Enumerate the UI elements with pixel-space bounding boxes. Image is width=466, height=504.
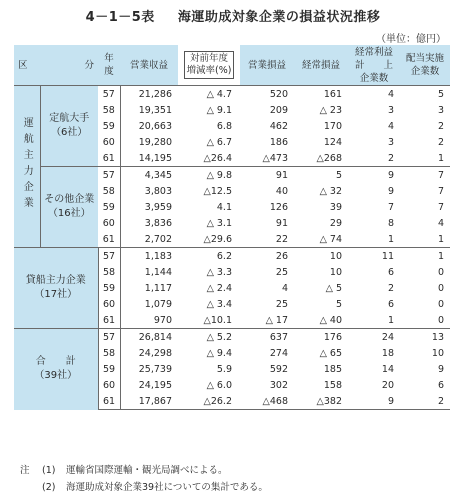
cell-ordinary-profit: △ 65 [319, 347, 342, 359]
cell-year: 59 [98, 118, 120, 134]
cell-revenue: 19,351 [138, 104, 172, 116]
footnotes [20, 462, 268, 496]
cell-growth-rate: 5.9 [216, 363, 232, 375]
cell-dividend-firms: 13 [400, 329, 450, 346]
label: その他企業 [44, 194, 95, 205]
cell-operating-profit: 26 [240, 248, 294, 265]
cell-ordinary-profit: △382 [294, 393, 348, 410]
cell-ordinary-profit: △ 5 [325, 282, 342, 294]
header-operating-profit: 営業損益 [240, 45, 294, 86]
cell-year: 57 [98, 86, 120, 103]
cell-dividend-firms: 0 [437, 314, 444, 326]
cell-dividend-firms: 0 [437, 266, 444, 278]
label: （39社） [34, 370, 78, 382]
cell-dividend-firms: 1 [400, 248, 450, 265]
cell-year: 61 [98, 393, 120, 410]
cell-profit-firms: 9 [348, 167, 400, 184]
cell-ordinary-profit: 158 [323, 379, 342, 391]
cell-operating-profit: 25 [275, 298, 288, 310]
cell-revenue: 26,814 [120, 329, 178, 346]
cell-ordinary-profit: 10 [329, 266, 342, 278]
cell-growth-rate: △ 6.7 [206, 136, 232, 148]
header-ordinary-firms [348, 45, 400, 86]
label: 海運助成対象企業39社についての集計である。 [66, 482, 268, 493]
cell-growth-rate: △26.2 [178, 393, 240, 410]
cell-profit-firms: 7 [387, 201, 394, 213]
cell-profit-firms: 3 [387, 136, 394, 148]
cell-growth-rate: △ 5.2 [178, 329, 240, 346]
cell-ordinary-profit: 39 [329, 201, 342, 213]
cell-revenue: 3,959 [144, 201, 172, 213]
cell-dividend-firms: 2 [437, 120, 444, 132]
cell-year: 58 [98, 183, 120, 199]
cell-growth-rate: 6.2 [178, 248, 240, 265]
cell-revenue: 24,195 [138, 379, 172, 391]
cell-operating-profit: 637 [240, 329, 294, 346]
cell-ordinary-profit: 5 [294, 167, 348, 184]
cell-year: 59 [98, 361, 120, 377]
cell-revenue: 4,345 [120, 167, 178, 184]
subgroup-liner-other [40, 167, 98, 248]
cell-profit-firms: 2 [387, 152, 394, 164]
header-category [14, 45, 98, 86]
cell-year: 59 [98, 199, 120, 215]
cell-profit-firms: 24 [348, 329, 400, 346]
cell-year: 60 [98, 296, 120, 312]
cell-operating-profit: 520 [240, 86, 294, 103]
cell-revenue: 1,183 [120, 248, 178, 265]
label: 年 [104, 53, 114, 64]
cell-profit-firms: 4 [348, 86, 400, 103]
cell-operating-profit: 25 [275, 266, 288, 278]
cell-year: 59 [98, 280, 120, 296]
cell-dividend-firms: 2 [437, 136, 444, 148]
cell-profit-firms: 1 [387, 233, 394, 245]
cell-operating-profit: 4 [281, 282, 288, 294]
cell-operating-profit: 40 [275, 185, 288, 197]
table-number: 4－1－5表 [85, 10, 155, 25]
cell-growth-rate: △ 9.1 [206, 104, 232, 116]
cell-ordinary-profit: 170 [323, 120, 342, 132]
unit-label: （単位：億円） [376, 34, 446, 45]
cell-dividend-firms: 7 [437, 201, 444, 213]
cell-operating-profit: 274 [269, 347, 288, 359]
cell-dividend-firms: 7 [400, 167, 450, 184]
cell-ordinary-profit: 29 [329, 217, 342, 229]
cell-year: 61 [98, 150, 120, 167]
footnote-1 [20, 462, 268, 479]
cell-dividend-firms: 6 [437, 379, 444, 391]
cell-growth-rate: △ 3.4 [206, 298, 232, 310]
cell-growth-rate: △ 2.4 [206, 282, 232, 294]
label: 計 上 [354, 59, 393, 71]
cell-ordinary-profit: 5 [335, 298, 342, 310]
cell-ordinary-profit: △ 23 [319, 104, 342, 116]
table-row [14, 86, 450, 103]
cell-growth-rate: △ 9.8 [178, 167, 240, 184]
cell-operating-profit: 302 [269, 379, 288, 391]
label: 対前年度 [189, 53, 228, 64]
cell-dividend-firms: 9 [437, 363, 444, 375]
table-row [14, 329, 450, 346]
cell-revenue: 1,117 [144, 282, 172, 294]
table-title-text: 海運助成対象企業の損益状況推移 [177, 10, 381, 25]
cell-year: 57 [98, 329, 120, 346]
profit-loss-table [14, 45, 450, 410]
cell-revenue: 1,144 [144, 266, 172, 278]
cell-revenue: 1,079 [144, 298, 172, 310]
label: 企業数 [359, 72, 389, 84]
label: 区 [18, 59, 28, 71]
cell-growth-rate: △26.4 [203, 152, 232, 164]
cell-year: 57 [98, 167, 120, 184]
label: 合 計 [35, 356, 76, 368]
cell-year: 61 [98, 312, 120, 329]
cell-growth-rate: △10.1 [203, 314, 232, 326]
cell-profit-firms: 6 [387, 266, 394, 278]
cell-profit-firms: 9 [387, 185, 394, 197]
cell-dividend-firms: 7 [437, 185, 444, 197]
header-year [98, 45, 120, 86]
cell-ordinary-profit: 124 [323, 136, 342, 148]
cell-year: 60 [98, 215, 120, 231]
cell-revenue: 21,286 [120, 86, 178, 103]
cell-operating-profit: 186 [269, 136, 288, 148]
cell-operating-profit: 22 [275, 233, 288, 245]
cell-revenue: 25,739 [138, 363, 172, 375]
cell-operating-profit: 91 [275, 217, 288, 229]
cell-profit-firms: 9 [348, 393, 400, 410]
cell-dividend-firms: 3 [437, 104, 444, 116]
cell-revenue: 24,298 [138, 347, 172, 359]
label: （16社） [47, 208, 91, 219]
cell-operating-profit: 126 [269, 201, 288, 213]
cell-ordinary-profit: 185 [323, 363, 342, 375]
label: 経常利益 [354, 46, 393, 58]
cell-dividend-firms: 0 [437, 282, 444, 294]
label: 注 [20, 465, 30, 476]
subgroup-liner-major [40, 86, 98, 167]
cell-year: 61 [98, 231, 120, 248]
cell-year: 58 [98, 345, 120, 361]
cell-revenue: 14,195 [138, 152, 172, 164]
cell-profit-firms: 14 [381, 363, 394, 375]
cell-profit-firms: 20 [381, 379, 394, 391]
label: 運航主力企業 [21, 117, 33, 213]
cell-operating-profit: 91 [240, 167, 294, 184]
cell-operating-profit: 462 [269, 120, 288, 132]
cell-growth-rate: △ 4.7 [178, 86, 240, 103]
cell-dividend-firms: 1 [437, 233, 444, 245]
cell-revenue: 970 [153, 314, 172, 326]
cell-ordinary-profit: 161 [294, 86, 348, 103]
cell-profit-firms: 3 [387, 104, 394, 116]
cell-year: 60 [98, 134, 120, 150]
cell-profit-firms: 1 [387, 314, 394, 326]
group-total [14, 329, 98, 410]
cell-year: 58 [98, 264, 120, 280]
cell-ordinary-profit: △ 32 [319, 185, 342, 197]
cell-profit-firms: 8 [387, 217, 394, 229]
cell-growth-rate: 4.1 [216, 201, 232, 213]
cell-revenue: 17,867 [120, 393, 178, 410]
cell-growth-rate: △ 6.0 [206, 379, 232, 391]
label: （17社） [34, 289, 78, 300]
header-growth [178, 45, 240, 86]
cell-dividend-firms: 5 [400, 86, 450, 103]
label: 貸船主力企業 [25, 275, 86, 286]
cell-dividend-firms: 2 [400, 393, 450, 410]
cell-ordinary-profit: △ 40 [319, 314, 342, 326]
header-dividend-firms [400, 45, 450, 86]
group-charter [14, 248, 98, 329]
cell-year: 57 [98, 248, 120, 265]
label: 配当実施 [405, 53, 444, 64]
cell-revenue: 3,836 [144, 217, 172, 229]
cell-profit-firms: 6 [387, 298, 394, 310]
cell-growth-rate: △29.6 [203, 233, 232, 245]
cell-ordinary-profit: 10 [294, 248, 348, 265]
cell-ordinary-profit: 176 [294, 329, 348, 346]
cell-revenue: 2,702 [144, 233, 172, 245]
label: 企業数 [410, 66, 440, 77]
cell-ordinary-profit: △268 [316, 152, 342, 164]
cell-profit-firms: 18 [381, 347, 394, 359]
cell-revenue: 3,803 [144, 185, 172, 197]
cell-operating-profit: △468 [240, 393, 294, 410]
cell-profit-firms: 2 [387, 282, 394, 294]
cell-growth-rate: △ 9.4 [206, 347, 232, 359]
group-liner-main [14, 86, 40, 248]
cell-profit-firms: 11 [348, 248, 400, 265]
cell-dividend-firms: 1 [437, 152, 444, 164]
table-row [14, 167, 450, 184]
cell-growth-rate: △12.5 [203, 185, 232, 197]
cell-year: 60 [98, 377, 120, 393]
cell-operating-profit: 592 [269, 363, 288, 375]
label: 増減率(%) [186, 65, 232, 76]
cell-dividend-firms: 0 [437, 298, 444, 310]
label: (1) [42, 465, 56, 476]
cell-operating-profit: △ 17 [265, 314, 288, 326]
footnote-2 [20, 479, 268, 496]
cell-operating-profit: 209 [269, 104, 288, 116]
cell-revenue: 19,280 [138, 136, 172, 148]
label: 定航大手 [49, 113, 90, 124]
label: （6社） [51, 127, 88, 138]
label: 運輸省国際運輸・観光局調べによる。 [66, 465, 228, 476]
cell-growth-rate: △ 3.3 [206, 266, 232, 278]
label: (2) [42, 482, 56, 493]
cell-dividend-firms: 10 [431, 347, 444, 359]
table-title [0, 6, 466, 25]
header-revenue: 営業収益 [120, 45, 178, 86]
cell-dividend-firms: 4 [437, 217, 444, 229]
cell-growth-rate: △ 3.1 [206, 217, 232, 229]
cell-profit-firms: 4 [387, 120, 394, 132]
label: 度 [104, 66, 114, 77]
cell-ordinary-profit: △ 74 [319, 233, 342, 245]
cell-year: 58 [98, 102, 120, 118]
cell-growth-rate: 6.8 [216, 120, 232, 132]
cell-revenue: 20,663 [138, 120, 172, 132]
table-row [14, 248, 450, 265]
cell-operating-profit: △473 [262, 152, 288, 164]
label: 分 [84, 59, 94, 71]
header-ordinary-profit: 経常損益 [294, 45, 348, 86]
